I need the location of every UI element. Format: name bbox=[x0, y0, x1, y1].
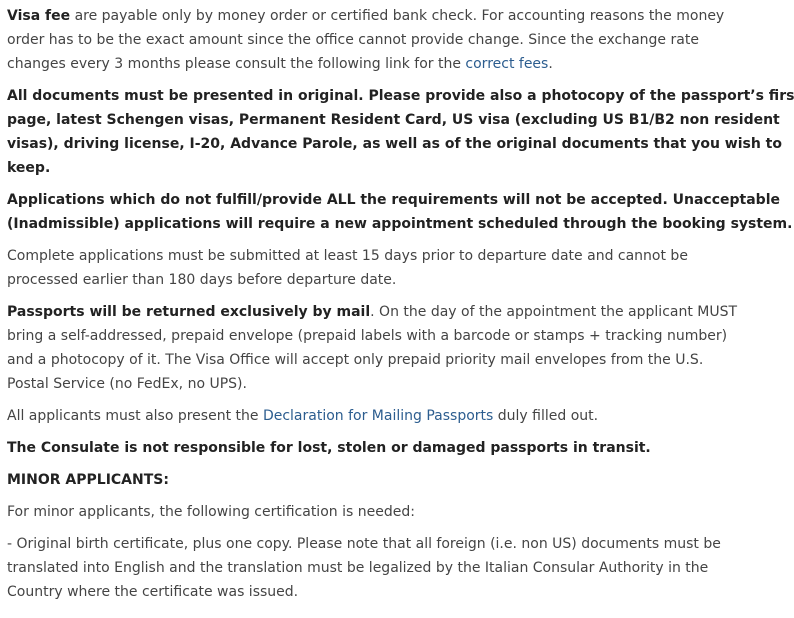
passport-return-line-3: and a photocopy of it. The Visa Office will accept only prepaid priority mail envelopes from the U.S. bbox=[7, 352, 704, 368]
passport-return-line-4: Postal Service (no FedEx, no UPS). bbox=[7, 376, 247, 392]
inadmissible-line-1: Applications which do not fulfill/provide ALL the requirements will not be accepted. Unacceptable bbox=[7, 192, 780, 208]
declaration-line: All applicants must also present the Declaration for Mailing Passports duly filled out. bbox=[7, 408, 599, 424]
birth-certificate-line-3: Country where the certificate was issued. bbox=[7, 584, 299, 600]
passport-return-label: Passports will be returned exclusively by mail bbox=[7, 304, 371, 320]
minor-applicants-heading bbox=[7, 468, 690, 492]
visa-fee-label: Visa fee bbox=[7, 8, 71, 24]
correct-fees-link[interactable]: correct fees bbox=[465, 56, 549, 72]
visa-fee-line-3: changes every 3 months please consult the following link for the correct fees. bbox=[7, 56, 553, 72]
birth-certificate-line-1: - Original birth certificate, plus one copy. Please note that all foreign (i.e. non US) documents must be bbox=[7, 536, 721, 552]
visa-fee-line-2: order has to be the exact amount since the office cannot provide change. Since the exchange rate bbox=[7, 32, 699, 48]
minor-applicants-intro bbox=[7, 500, 690, 524]
minor-applicants-title: MINOR APPLICANTS: bbox=[7, 472, 169, 488]
birth-certificate-line-2: translated into English and the translation must be legalized by the Italian Consular Authority in the bbox=[7, 560, 709, 576]
passport-return-paragraph bbox=[7, 300, 738, 396]
original-documents-line-3: visas), driving license, I-20, Advance Parole, as well as of the original documents that you wish to bbox=[7, 136, 782, 152]
original-documents-line-4: keep. bbox=[7, 160, 51, 176]
inadmissible-applications-paragraph bbox=[7, 188, 793, 236]
visa-fee-paragraph bbox=[7, 4, 725, 76]
original-documents-line-2: page, latest Schengen visas, Permanent Resident Card, US visa (excluding US B1/B2 non resident bbox=[7, 112, 780, 128]
visa-fee-line-1: Visa fee are payable only by money order or certified bank check. For accounting reasons the money bbox=[7, 8, 725, 24]
minor-applicants-intro-text: For minor applicants, the following certification is needed: bbox=[7, 504, 415, 520]
passport-return-line-2: bring a self-addressed, prepaid envelope (prepaid labels with a barcode or stamps + tracking number) bbox=[7, 328, 728, 344]
declaration-for-mailing-passports-link[interactable]: Declaration for Mailing Passports bbox=[262, 408, 494, 424]
original-documents-line-1: All documents must be presented in original. Please provide also a photocopy of the passport’s firs bbox=[7, 88, 794, 104]
submission-timing-paragraph bbox=[7, 244, 690, 292]
liability-text: The Consulate is not responsible for lost, stolen or damaged passports in transit. bbox=[7, 440, 651, 456]
birth-certificate-paragraph bbox=[7, 532, 721, 604]
inadmissible-line-2: (Inadmissible) applications will require a new appointment scheduled through the booking system. bbox=[7, 216, 793, 232]
submission-timing-line-2: processed earlier than 180 days before departure date. bbox=[7, 272, 397, 288]
liability-paragraph bbox=[7, 436, 690, 460]
declaration-paragraph bbox=[7, 404, 690, 428]
original-documents-paragraph bbox=[7, 84, 794, 180]
passport-return-line-1: Passports will be returned exclusively by mail. On the day of the appointment the applicant MUST bbox=[7, 304, 738, 320]
submission-timing-line-1: Complete applications must be submitted at least 15 days prior to departure date and cannot be bbox=[7, 248, 688, 264]
